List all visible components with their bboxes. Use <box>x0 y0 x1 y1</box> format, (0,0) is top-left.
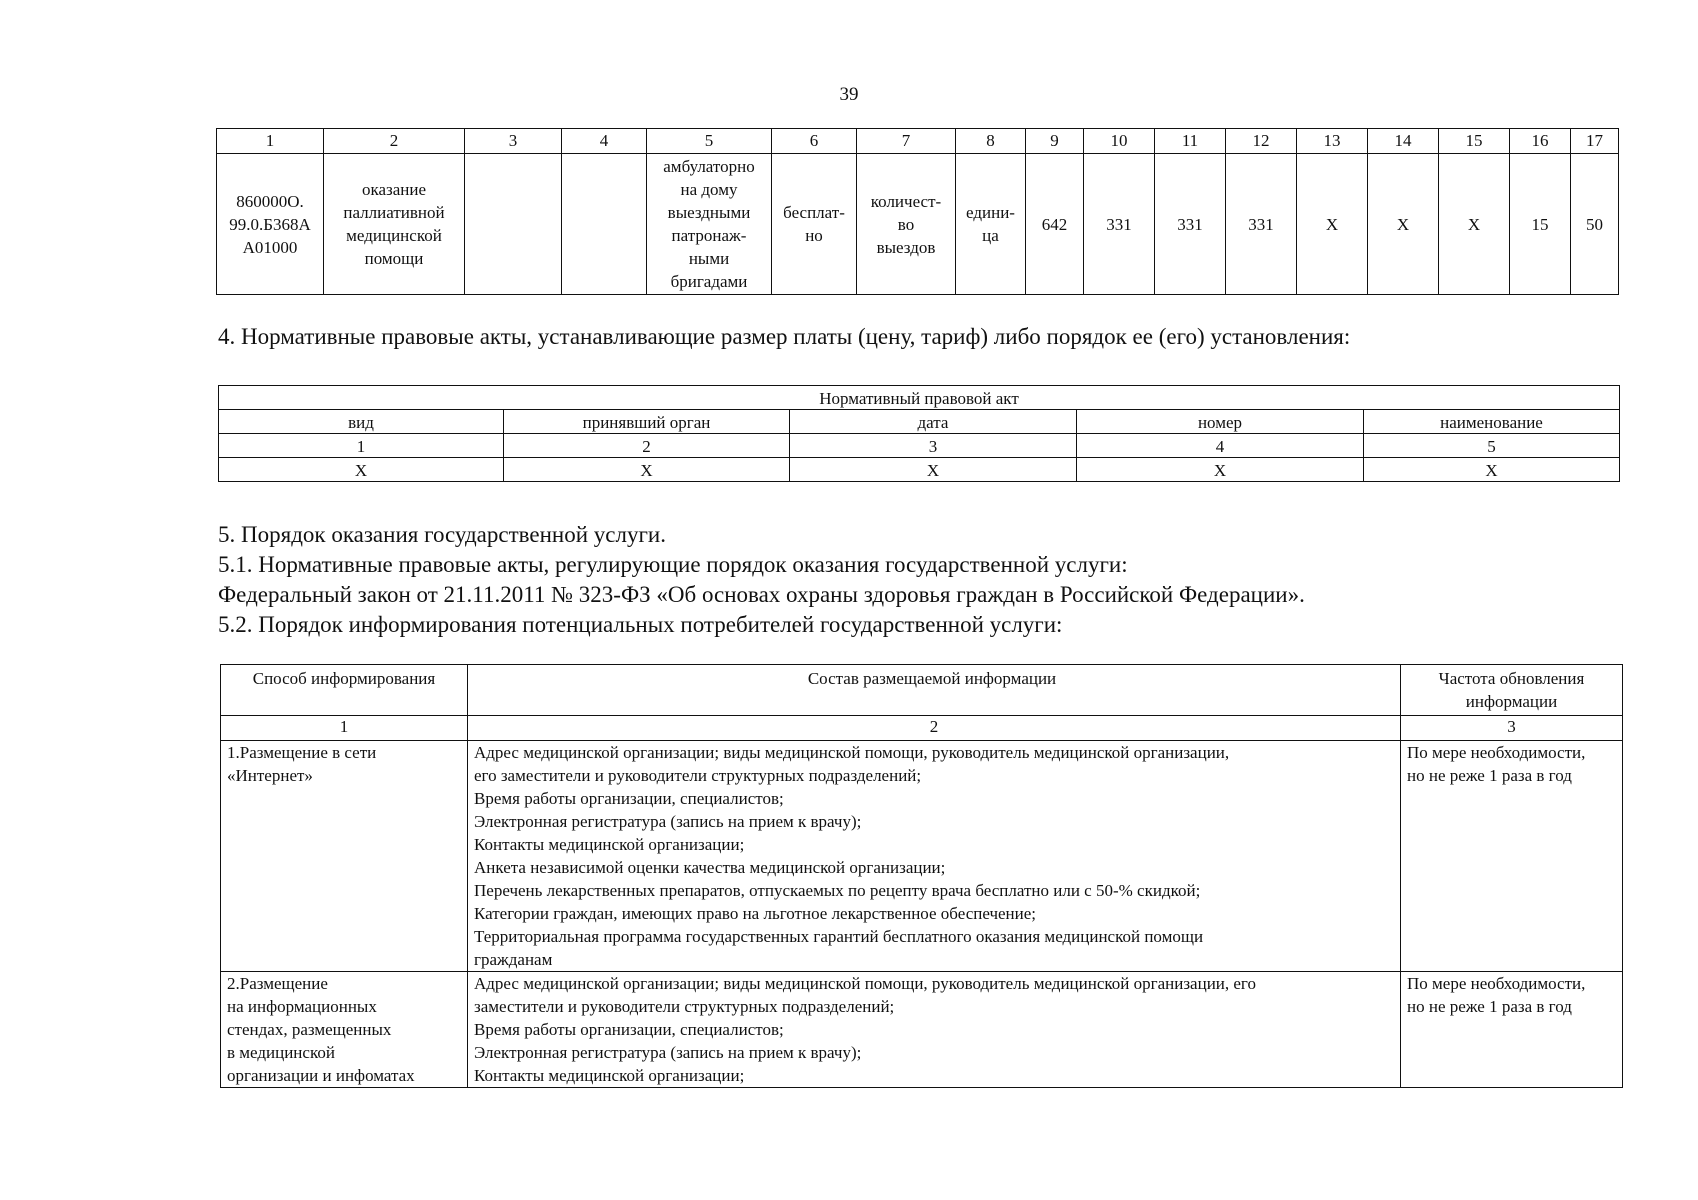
information-content: Адрес медицинской организации; виды медицинской помощи, руководитель медицинской организации, его заместители и руководители структурных подразделений; Время работы организации, специалистов; Электронная регистратура (запись на прием к врачу); Контакты медицинской организации; Анкета независимой оценки качества медицинской организации; Перечень лекарственных препаратов, отпускаемых по рецепту врача бесплатно или с 50-% скидкой; Категории граждан, имеющих право на льготное лекарственное обеспечение; Территориальная программа государственных гарантий бесплатного оказания медицинской помощи гражданам <box>468 741 1401 972</box>
table-title: Нормативный правовой акт <box>219 386 1620 410</box>
column-header: номер <box>1077 410 1364 434</box>
column-header: Способ информирования <box>221 665 468 716</box>
value-cell: 15 <box>1510 154 1571 295</box>
indicator-name: количест- во выездов <box>857 154 956 295</box>
value-cell: Х <box>790 458 1077 482</box>
column-number: 16 <box>1510 129 1571 154</box>
table-row <box>217 154 1619 295</box>
column-number: 1 <box>221 716 468 741</box>
section-5-1-title: 5.1. Нормативные правовые акты, регулирующие порядок оказания государственной услуги: <box>218 552 1128 577</box>
legal-acts-table <box>218 385 1620 482</box>
section-4-title: 4. Нормативные правовые акты, устанавливающие размер платы (цену, тариф) либо порядок ее (его) установления: <box>218 324 1351 349</box>
column-number: 11 <box>1155 129 1226 154</box>
service-name: оказание паллиативной медицинской помощи <box>324 154 465 295</box>
information-content: Адрес медицинской организации; виды медицинской помощи, руководитель медицинской организации, его заместители и руководители структурных подразделений; Время работы организации, специалистов; Электронная регистратура (запись на прием к врачу); Контакты медицинской организации; <box>468 972 1401 1088</box>
column-header: наименование <box>1364 410 1620 434</box>
table-title-row <box>219 386 1620 410</box>
column-number: 8 <box>956 129 1026 154</box>
value-cell: Х <box>1077 458 1364 482</box>
column-number: 4 <box>562 129 647 154</box>
payment-type: бесплат- но <box>772 154 857 295</box>
service-volume-table <box>216 128 1619 295</box>
column-number: 14 <box>1368 129 1439 154</box>
service-form: амбулаторно на дому выездными патронаж- ными бригадами <box>647 154 772 295</box>
value-cell: Х <box>504 458 790 482</box>
column-number: 10 <box>1084 129 1155 154</box>
column-number: 3 <box>1401 716 1623 741</box>
column-header: принявший орган <box>504 410 790 434</box>
section-5 <box>218 520 1305 640</box>
table-row <box>221 972 1623 1088</box>
table-number-row <box>221 716 1623 741</box>
section-5-2-title: 5.2. Порядок информирования потенциальных потребителей государственной услуги: <box>218 612 1063 637</box>
value-cell: Х <box>1364 458 1620 482</box>
table-row <box>219 458 1620 482</box>
table-row <box>221 741 1623 972</box>
value-cell: Х <box>219 458 504 482</box>
value-cell: 50 <box>1571 154 1619 295</box>
column-number: 2 <box>468 716 1401 741</box>
informing-method: 1.Размещение в сети «Интернет» <box>221 741 468 972</box>
column-header: дата <box>790 410 1077 434</box>
column-number: 9 <box>1026 129 1084 154</box>
table-header-row <box>217 129 1619 154</box>
column-header: Частота обновления информации <box>1401 665 1623 716</box>
update-frequency: По мере необходимости, но не реже 1 раза в год <box>1401 741 1623 972</box>
federal-law-reference: Федеральный закон от 21.11.2011 № 323-ФЗ «Об основах охраны здоровья граждан в Российской Федерации». <box>218 582 1305 607</box>
value-cell: Х <box>1439 154 1510 295</box>
column-number: 1 <box>217 129 324 154</box>
table-header-row <box>219 410 1620 434</box>
column-number: 5 <box>1364 434 1620 458</box>
value-cell: Х <box>1297 154 1368 295</box>
value-cell: 331 <box>1084 154 1155 295</box>
column-number: 2 <box>504 434 790 458</box>
value-cell: 331 <box>1155 154 1226 295</box>
empty-cell <box>465 154 562 295</box>
value-cell: 642 <box>1026 154 1084 295</box>
registry-code: 860000О. 99.0.Б368А А01000 <box>217 154 324 295</box>
column-number: 6 <box>772 129 857 154</box>
informing-method: 2.Размещение на информационных стендах, размещенных в медицинской организации и инфоматах <box>221 972 468 1088</box>
value-cell: Х <box>1368 154 1439 295</box>
value-cell: 331 <box>1226 154 1297 295</box>
column-number: 7 <box>857 129 956 154</box>
column-number: 3 <box>790 434 1077 458</box>
column-number: 13 <box>1297 129 1368 154</box>
column-number: 5 <box>647 129 772 154</box>
update-frequency: По мере необходимости, но не реже 1 раза в год <box>1401 972 1623 1088</box>
informing-table <box>220 664 1623 1088</box>
column-number: 1 <box>219 434 504 458</box>
column-number: 4 <box>1077 434 1364 458</box>
page-number: 39 <box>839 84 859 105</box>
column-header: вид <box>219 410 504 434</box>
unit-of-measure: едини- ца <box>956 154 1026 295</box>
column-header: Состав размещаемой информации <box>468 665 1401 716</box>
column-number: 2 <box>324 129 465 154</box>
column-number: 3 <box>465 129 562 154</box>
section-5-title: 5. Порядок оказания государственной услуги. <box>218 522 666 547</box>
column-number: 12 <box>1226 129 1297 154</box>
table-header-row <box>221 665 1623 716</box>
column-number: 17 <box>1571 129 1619 154</box>
empty-cell <box>562 154 647 295</box>
column-number: 15 <box>1439 129 1510 154</box>
table-number-row <box>219 434 1620 458</box>
